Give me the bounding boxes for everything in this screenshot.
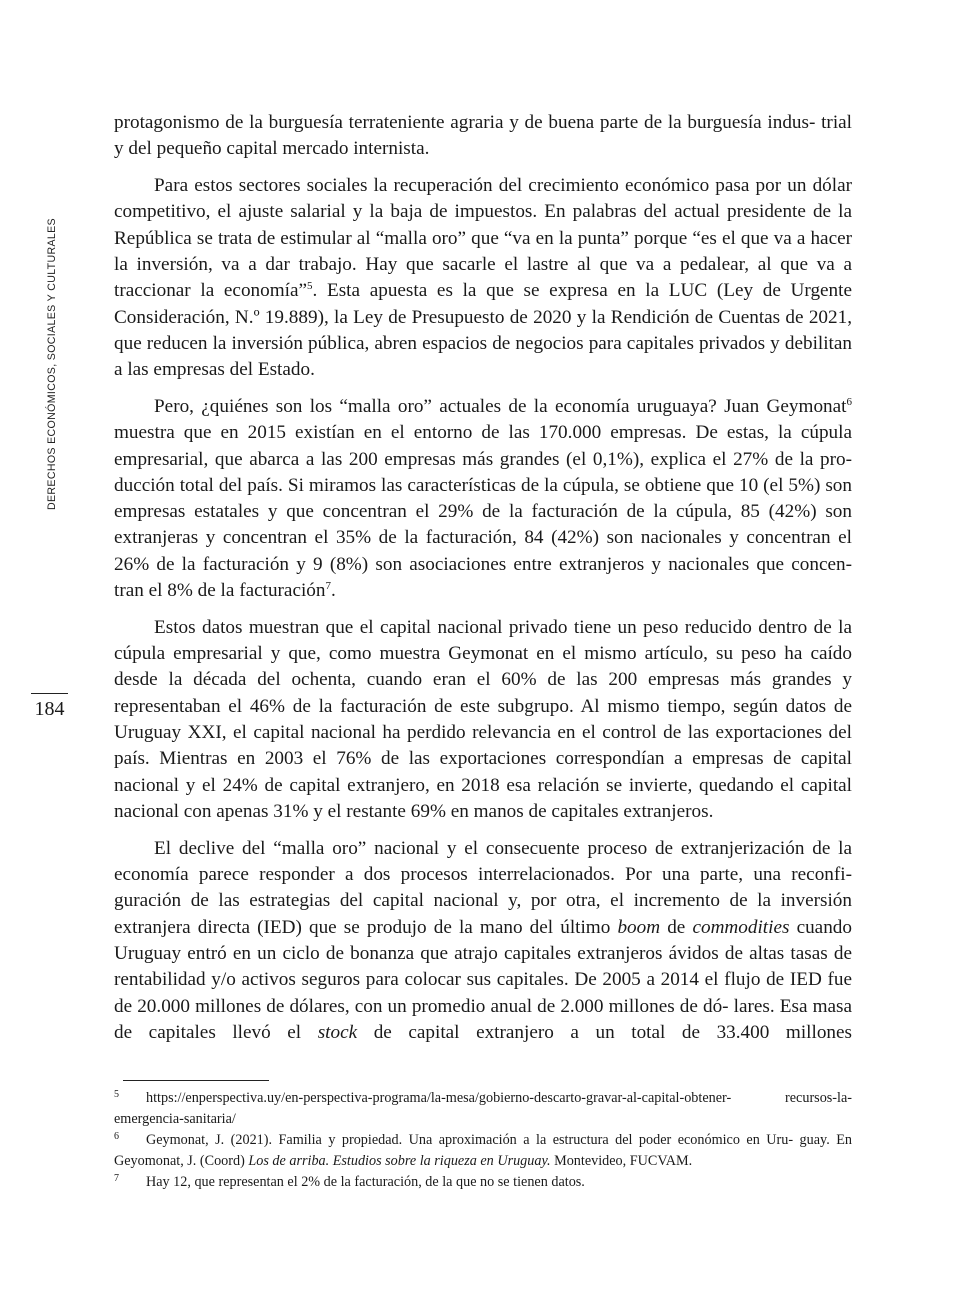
paragraph-text: El declive del “malla oro” nacional y el consecuente proceso de extranjerización de la economía parece responder a dos procesos interrelacionados. Por una parte, una reconfi- guración de las estrategias del capital nacional y, por otra, el incremento de la inversión extranjera directa (IED) que se produjo de la mano del último [114,837,852,938]
paragraph-text: muestra que en 2015 existían en el entorno de las 170.000 empresas. De estas, la cúpula empresarial, que abarca a las 200 empresas más grandes (el 0,1%), explica el 27% de la pro- ducción total del país. Si miramos las características de la cúpula, se obtiene que 10 (el 5%) son empresas estatales y que concentran el 29% de la facturación de la cúpula, 85 (42%) son extranjeras y concentran el 35% de la facturación, 84 (42%) son nacionales y concentran el 26% de la facturación y 9 (8%) son asociaciones entre extranjeros y nacionales que concen- tran el 8% de la facturación [114,422,852,602]
paragraph [114,173,852,383]
italic-term: stock [317,1021,358,1043]
footnote-reference: 6 [846,395,852,408]
body-text [114,110,852,1046]
footnote: 7 Hay 12, que representan el 2% de la facturación, de la que no se tienen datos. [114,1173,585,1190]
paragraph: Estos datos muestran que el capital nacional privado tiene un peso reducido dentro de la cúpula empresarial y que, como muestra Geymonat en el mismo artículo, su peso ha caído desde la década del ochenta, cuando eran el 60% de las 200 empresas más grandes y representaban el 46% de la facturación de este subgrupo. Al mismo tiempo, según datos de Uruguay XXI, el capital nacional ha perdido relevancia en el control de las exportaciones del país. Mientras en 2003 el 76% de las exportaciones correspondían a empresas de capital nacional y el 24% de capital extranjero, en 2018 esa relación se invierte, quedando el capital nacional con apenas 31% y el restante 69% en manos de capitales extranjeros. [114,616,852,822]
paragraph [114,394,852,604]
footnote-link[interactable]: https://enperspectiva.uy/en-perspectiva-programa/la-mesa/gobierno-descarto-gravar-al-capital-obtener- recursos-la-emergencia-sanitaria/ [114,1090,852,1127]
footnote-text: Geymonat, J. (2021). Familia y propiedad. Una aproximación a la estructura del poder económico en Uru- guay. En Geyomonat, J. (Coord) [114,1132,852,1169]
footnote-text: Hay 12, que representan el 2% de la facturación, de la que no se tienen datos. [146,1174,585,1190]
paragraph-text: . Esta apuesta es la que se expresa en la LUC (Ley de Urgente Consideración, N.º 19.889), la Ley de Presupuesto de 2020 y la Rendición de Cuentas de 2021, que reducen la inversión pública, abren espacios de negocios para capitales privados y debilitan a las empresas del Estado. [114,280,852,381]
footnote-reference: 5 [307,280,313,293]
footnote-book-title: Los de arriba. Estudios sobre la riqueza en Uruguay. [248,1153,551,1169]
paragraph-text: de [660,916,693,938]
footnote-text: Montevideo, FUCVAM. [550,1153,693,1169]
paragraph-text: de capital extranjero a un total de 33.400 millones [357,1021,852,1043]
footnote: 5 https://enperspectiva.uy/en-perspectiva-programa/la-mesa/gobierno-descarto-gravar-al-capital-obtener- recursos-la-emergencia-sanitaria/ [114,1089,852,1127]
footnote: 6 Geymonat, J. (2021). Familia y propiedad. Una aproximación a la estructura del poder económico en Uru- guay. En Geyomonat, J. (Coord) Los de arriba. Estudios sobre la riqueza en Uruguay. Montevideo, FUCVAM. [114,1131,852,1169]
page-number-rule [31,693,68,694]
running-head: DERECHOS ECONÓMICOS, SOCIALES Y CULTURALES [46,218,58,510]
italic-term: commodities [692,916,790,938]
page-number: 184 [34,698,65,720]
italic-term: boom [617,916,661,938]
paragraph-text: cuando Uruguay entró en un ciclo de bonanza que atrajo capitales extranjeros ávidos de altas tasas de rentabilidad y/o activos seguros para colocar sus capitales. De 2005 a 2014 el flujo de IED fue de 20.000 millones de dólares, con un promedio anual de 2.000 millones de dó- lares. Esa masa de capitales llevó el [114,916,852,1043]
paragraph-text: Para estos sectores sociales la recuperación del crecimiento económico pasa por un dólar competitivo, el ajuste salarial y la baja de impuestos. En palabras del actual presidente de la República se trata de estimular al “malla oro” que “va en la punta” porque “es el que va a hacer la inversión, va a dar trabajo. Hay que sacarle el lastre al que va a pedalear, al que va a traccionar la economía” [114,175,852,302]
paragraph-continued: protagonismo de la burguesía terrateniente agraria y de buena parte de la burguesía indus- trial y del pequeño capital mercado internista. [114,112,852,160]
footnotes [114,1088,852,1193]
footnote-reference: 7 [325,580,331,593]
paragraph-text: Pero, ¿quiénes son los “malla oro” actuales de la economía uruguaya? Juan Geymonat [154,395,847,417]
paragraph [114,836,852,1046]
footnote-separator [123,1080,269,1081]
paragraph-text: . [330,580,336,602]
